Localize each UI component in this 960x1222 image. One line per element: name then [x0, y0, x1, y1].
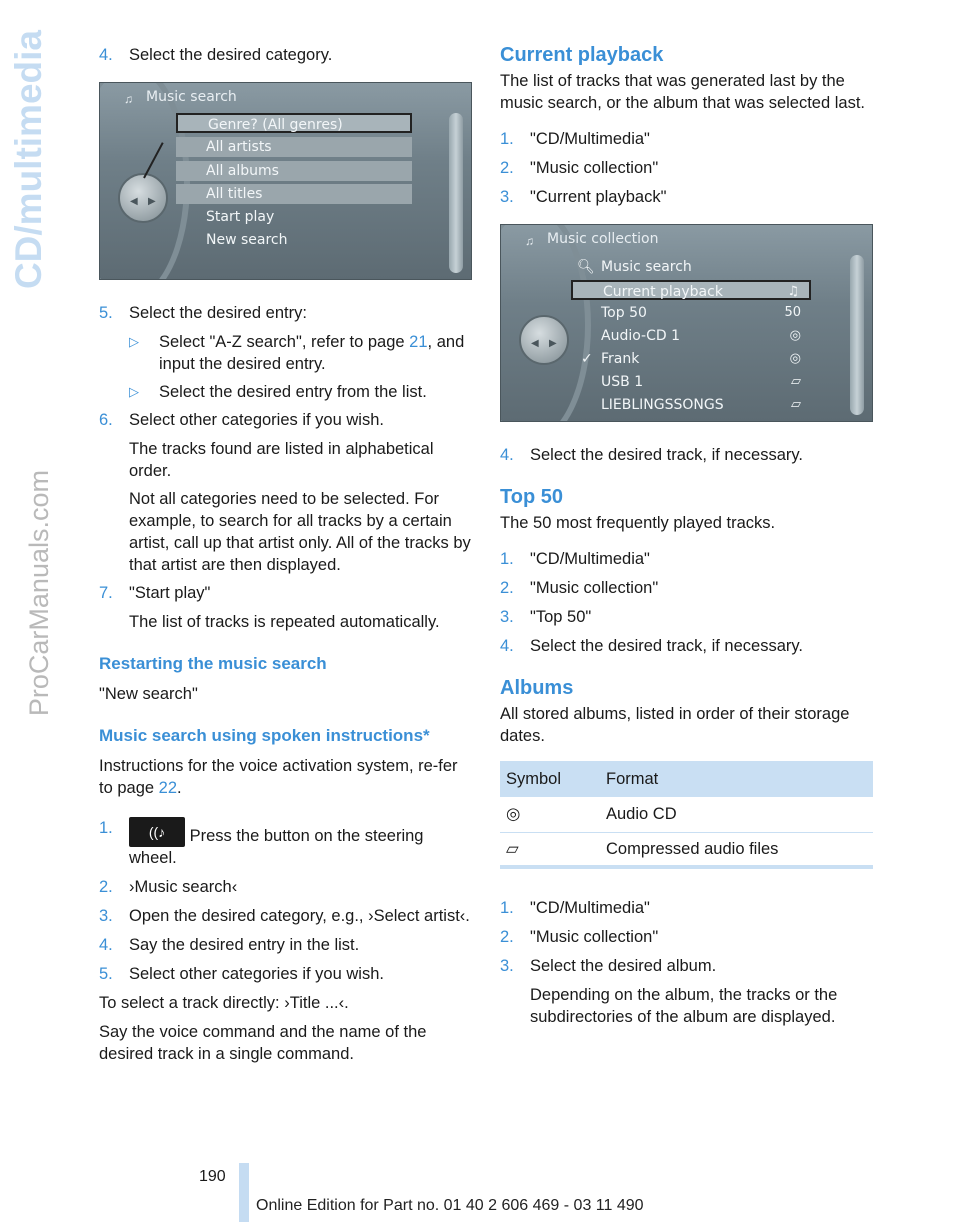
heading-restart: Restarting the music search	[99, 654, 327, 673]
menu-item-new-search: New search	[206, 232, 288, 248]
music-collection-screenshot: ♫ Music collection ◀ ▶ 🔍︎ Music search Current playback ♫ Top 50 50 Audio-CD 1 ◎ ✓ Frank ◎ USB 1 ▱ LIEBLINGSSONGS ▱	[500, 224, 873, 422]
heading-top50: Top 50	[500, 486, 563, 508]
step-item: 1. "CD/Multimedia"	[500, 899, 650, 917]
search-icon: 🔍︎	[577, 259, 595, 275]
footer-edition-text: Online Edition for Part no. 01 40 2 606 469 - 03 11 490	[256, 1197, 644, 1214]
step-item: 1. ((♪ Press the button on the steering wheel.	[99, 819, 424, 867]
menu-item-albums: All albums	[176, 161, 412, 181]
folder-icon: ▱	[791, 397, 801, 412]
footer-accent-bar	[239, 1163, 249, 1222]
step-item: 3. Open the desired category, e.g., ›Select artist‹.	[99, 907, 470, 925]
folder-icon: ▱	[500, 832, 600, 867]
step-item: 3. Select the desired album.	[500, 957, 717, 975]
step-item: 2. "Music collection"	[500, 159, 659, 177]
step-item: 3. "Current playback"	[500, 188, 667, 206]
step-item: 1. "CD/Multimedia"	[500, 130, 650, 148]
step-item: 3. "Top 50"	[500, 608, 592, 626]
step-item: 4. Select the desired track, if necessary.	[500, 637, 803, 655]
step-item: 4. Select the desired track, if necessary.	[500, 446, 803, 464]
playlist-icon: ♫	[787, 284, 799, 299]
step-item: 4. Say the desired entry in the list.	[99, 936, 360, 954]
heading-albums: Albums	[500, 677, 574, 699]
menu-item-genre: Genre? (All genres)	[176, 113, 412, 133]
heading-current-playback: Current playback	[500, 44, 664, 66]
music-search-screenshot: ♫ Music search ◀ ▶ Genre? (All genres) All artists All albums All titles Start play New search	[99, 82, 472, 280]
menu-item-music-search: 🔍︎ Music search	[577, 259, 692, 275]
menu-item-current-playback: Current playback ♫	[571, 280, 811, 300]
step-item: 4. Select the desired category.	[99, 46, 333, 64]
step-item: 6. Select other categories if you wish.	[99, 411, 384, 429]
music-icon: ♫	[525, 234, 534, 248]
menu-item-top50: Top 50 50	[601, 305, 801, 321]
left-column: 4. Select the desired category. ♫ Music search ◀ ▶ Genre? (All genres) All artists All albums All titles Start play New search 5. Select the desired entry: ▷ Select "A-Z search", refer to page 21, and input the desired entry. ▷ Select the desired entry from the list. 6. Select other categories if you wish. The tracks found are listed in alphabetical order. Not all categories need to be selected. For example, to search for all tracks by a certain artist, call up that artist only. All of the tracks by that artist are then displayed. 7. "Start play" The list of tracks is repeated automatically. Restarting the music search "New search" Music search using spoken instructions* Instructions for the voice activation system, re-fer to page 22. 1. ((♪ Press the button on the steering wheel. 2. ›Music search‹ 3. Open the desired category, e.g., ›Select artist‹. 4. Say the desired entry in the list. 5. Select other categories if you wish. To select a track directly: ›Title ...‹. Say the voice command and the name of the desired track in a single command.	[99, 44, 474, 1072]
sub-item: ▷ Select the desired entry from the list.	[129, 383, 427, 401]
folder-icon: ▱	[791, 374, 801, 389]
page-link-21[interactable]: 21	[409, 333, 428, 351]
watermark-vertical: ProCarManuals.com	[24, 470, 54, 717]
cd-icon: ◎	[789, 351, 801, 366]
cd-icon: ◎	[500, 797, 600, 832]
music-icon: ♫	[124, 92, 133, 106]
checkmark-icon: ✓	[581, 351, 593, 367]
screen-side-bar	[449, 113, 463, 273]
menu-item-usb: USB 1 ▱	[601, 374, 801, 390]
step-item: 2. ›Music search‹	[99, 878, 238, 896]
step-item: 5. Select other categories if you wish.	[99, 965, 384, 983]
heading-voice: Music search using spoken instructions*	[99, 726, 430, 745]
cd-icon: ◎	[789, 328, 801, 343]
table-row: ▱ Compressed audio files	[500, 832, 873, 867]
controller-knob-icon: ◀ ▶	[519, 315, 569, 365]
step-item: 1. "CD/Multimedia"	[500, 550, 650, 568]
menu-item-start-play: Start play	[206, 209, 275, 225]
step-item: 2. "Music collection"	[500, 579, 659, 597]
triangle-bullet-icon: ▷	[129, 384, 139, 399]
table-header-row: Symbol Format	[500, 761, 873, 797]
section-title-vertical: CD/multimedia	[8, 30, 49, 290]
table-row: ◎ Audio CD	[500, 797, 873, 832]
step-item: 7. "Start play"	[99, 584, 211, 602]
page-link-22[interactable]: 22	[158, 779, 177, 797]
screen-side-bar	[850, 255, 864, 415]
controller-knob-icon: ◀ ▶	[118, 173, 168, 223]
step-item: 2. "Music collection"	[500, 928, 659, 946]
triangle-bullet-icon: ▷	[129, 334, 139, 349]
step-item: 5. Select the desired entry:	[99, 304, 307, 322]
menu-item-artists: All artists	[176, 137, 412, 157]
symbol-table	[500, 761, 873, 869]
page-number: 190	[199, 1168, 226, 1185]
right-column: Current playback The list of tracks that was generated last by the music search, or the album that was selected last. 1. "CD/Multimedia" 2. "Music collection" 3. "Current playback" ♫ Music collection ◀ ▶ 🔍︎ Music search Current playback ♫ Top 50 50 Audio-CD 1 ◎ ✓ Frank ◎ USB 1 ▱ LIEBLINGSSONGS ▱ 4. Select the desired track, if necessary. Top 50 The 50 most frequently played tracks. 1. "CD/Multimedia" 2. "Music collection" 3. "Top 50" 4. Select the desired track, if necessary. Albums All stored albums, listed in order of their storage dates. Symbol Format ◎ Audio CD ▱ Compressed audio files 1. "CD/Multimedia" 2. "Music collection" 3. Select the desired album. Depending on the album, the tracks or the subdirectories of the album are displayed.	[500, 44, 875, 1034]
sub-item: ▷ Select "A-Z search", refer to page 21, and input the desired entry.	[129, 333, 465, 373]
menu-item-titles: All titles	[176, 184, 412, 204]
menu-item-audio-cd: Audio-CD 1 ◎	[601, 328, 801, 344]
voice-button-icon: ((♪	[129, 817, 185, 847]
menu-item-lieblingssongs: LIEBLINGSSONGS ▱	[601, 397, 801, 413]
menu-item-frank: ✓ Frank ◎	[581, 351, 801, 367]
